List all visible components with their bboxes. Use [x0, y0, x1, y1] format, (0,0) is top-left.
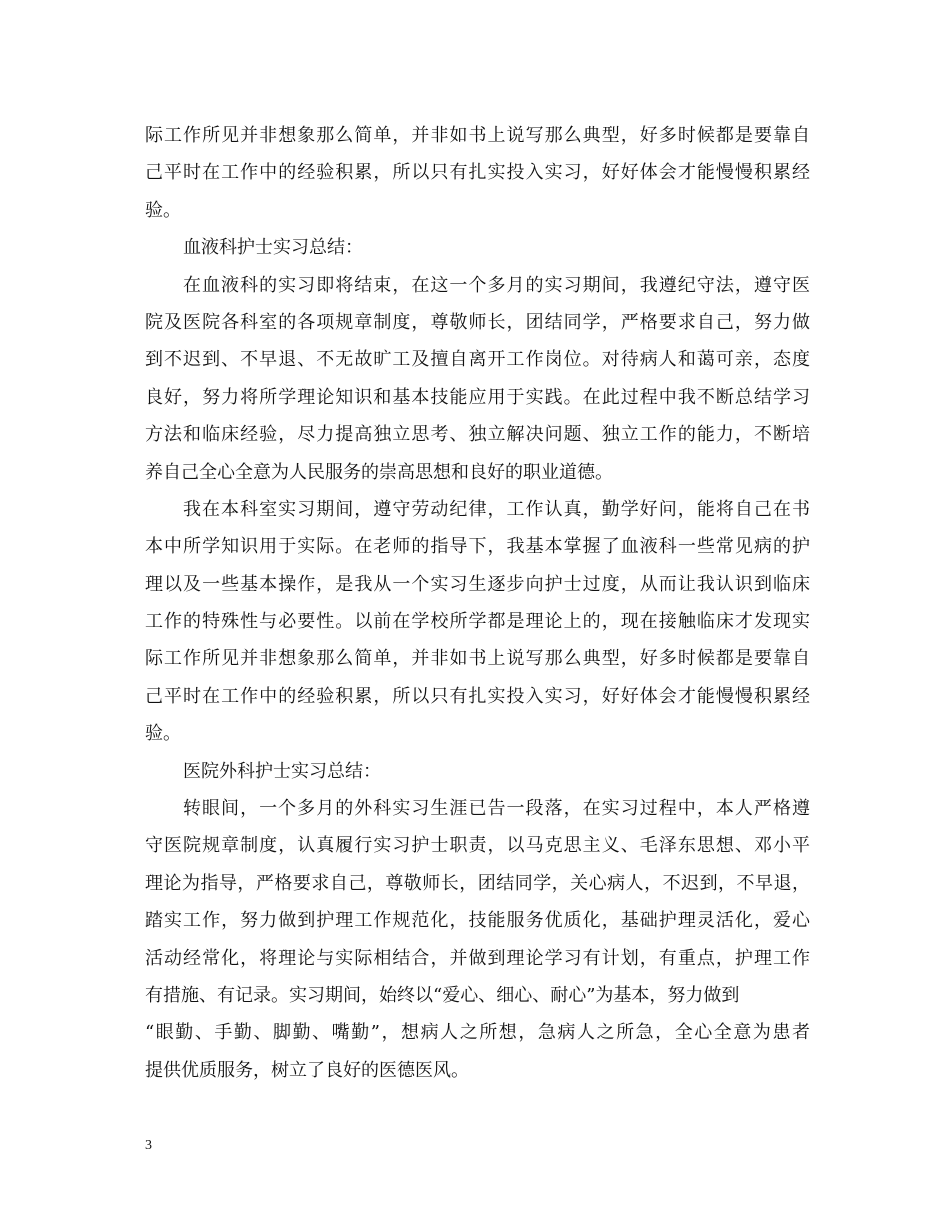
text-line: 己平时在工作中的经验积累，所以只有扎实投入实习，好好体会才能慢慢积累经: [145, 162, 810, 184]
text-line: 良好，努力将所学理论知识和基本技能应用于实践。在此过程中我不断总结学习: [145, 386, 810, 408]
text-line: 方法和临床经验，尽力提高独立思考、独立解决问题、独立工作的能力，不断培: [145, 424, 810, 446]
text-line: “眼勤、手勤、脚勤、嘴勤”，想病人之所想，急病人之所急，全心全意为患者: [145, 1022, 810, 1044]
text-line: 我在本科室实习期间，遵守劳动纪律，工作认真，勤学好问，能将自己在书: [183, 498, 810, 520]
text-line: 养自己全心全意为人民服务的崇高思想和良好的职业道德。: [145, 461, 613, 483]
text-line: 有措施、有记录。实习期间，始终以“爱心、细心、耐心”为基本，努力做到: [145, 984, 740, 1006]
text-line: 际工作所见并非想象那么简单，并非如书上说写那么典型，好多时候都是要靠自: [145, 648, 810, 670]
text-line: 活动经常化，将理论与实际相结合，并做到理论学习有计划，有重点，护理工作: [145, 947, 810, 969]
text-line: 在血液科的实习即将结束，在这一个多月的实习期间，我遵纪守法，遵守医: [183, 274, 810, 296]
text-line: 踏实工作，努力做到护理工作规范化，技能服务优质化，基础护理灵活化，爱心: [145, 910, 810, 932]
text-line: 验。: [145, 199, 181, 221]
body-text: [145, 117, 810, 1089]
text-line: 工作的特殊性与必要性。以前在学校所学都是理论上的，现在接触临床才发现实: [145, 611, 810, 633]
text-line: 提供优质服务，树立了良好的医德医风。: [145, 1059, 469, 1081]
text-line: 到不迟到、不早退、不无故旷工及擅自离开工作岗位。对待病人和蔼可亲，态度: [145, 349, 810, 371]
text-line: 血液科护士实习总结：: [183, 237, 363, 259]
text-line: 医院外科护士实习总结：: [183, 760, 381, 782]
text-line: 己平时在工作中的经验积累，所以只有扎实投入实习，好好体会才能慢慢积累经: [145, 685, 810, 707]
text-line: 转眼间，一个多月的外科实习生涯已告一段落，在实习过程中，本人严格遵: [183, 798, 810, 820]
text-line: 验。: [145, 723, 181, 745]
text-line: 院及医院各科室的各项规章制度，尊敬师长，团结同学，严格要求自己，努力做: [145, 311, 810, 333]
text-line: 本中所学知识用于实际。在老师的指导下，我基本掌握了血液科一些常见病的护: [145, 536, 810, 558]
page-number: 3: [145, 1138, 152, 1153]
text-line: 守医院规章制度，认真履行实习护士职责，以马克思主义、毛泽东思想、邓小平: [145, 835, 810, 857]
text-line: 理论为指导，严格要求自己，尊敬师长，团结同学，关心病人，不迟到，不早退，: [145, 872, 810, 894]
text-line: 理以及一些基本操作，是我从一个实习生逐步向护士过度，从而让我认识到临床: [145, 573, 810, 595]
text-line: 际工作所见并非想象那么简单，并非如书上说写那么典型，好多时候都是要靠自: [145, 125, 810, 146]
